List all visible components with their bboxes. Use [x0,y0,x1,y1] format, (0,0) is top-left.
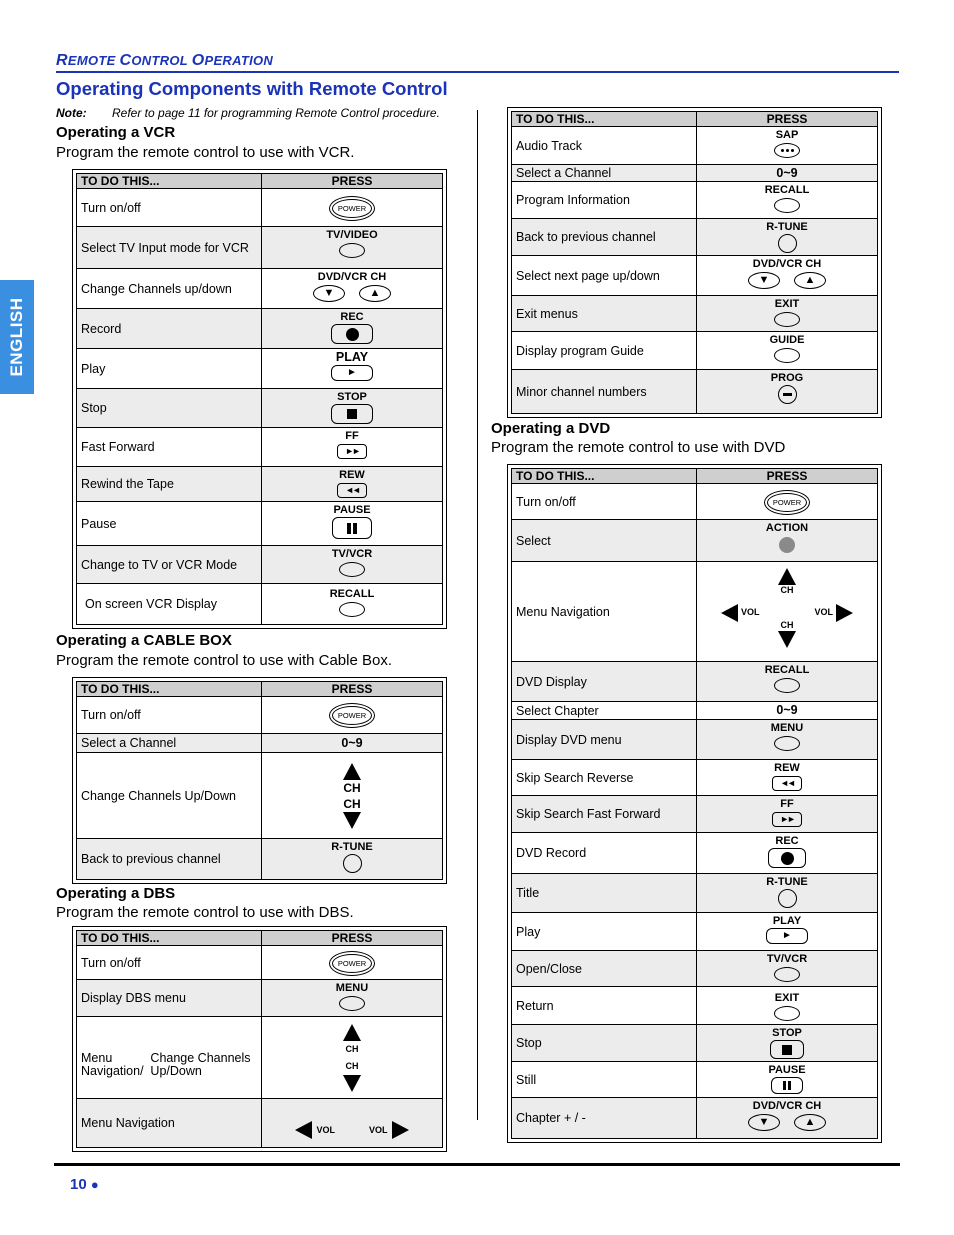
channel-down-icon[interactable] [343,1075,361,1092]
page-number: 10 ● [70,1176,99,1193]
channel-up-button[interactable]: ▲ [794,1114,826,1131]
table-row: Change to TV or VCR Mode TV/VCR [77,546,442,584]
record-button[interactable] [768,848,806,868]
table-row: Menu Navigation CH VOL VOL CH [512,562,877,662]
stop-icon [347,409,357,419]
recall-button[interactable] [774,198,800,213]
r-tune-button[interactable] [778,234,797,253]
channel-up-button[interactable]: ▲ [359,285,391,302]
dvd-heading: Operating a DVD [491,420,611,437]
prog-button[interactable] [778,385,797,404]
recall-button[interactable] [339,602,365,617]
fast-forward-icon: ►► [780,814,794,824]
tv-video-button[interactable] [339,243,365,258]
guide-button[interactable] [774,348,800,363]
navigation-pad: CH VOL VOL CH [717,566,857,658]
dbs-intro: Program the remote control to use with DBS. [56,904,354,921]
table-row: Back to previous channel R-TUNE [77,839,442,879]
language-tab[interactable] [0,280,34,394]
table-row: Select a Channel 0~9 [512,165,877,182]
table-row: Select a Channel 0~9 [77,734,442,753]
table-row: Turn on/off POWER [512,484,877,520]
column-divider [477,110,478,1120]
table-row: Display DVD menu MENU [512,720,877,760]
table-row: Select Chapter 0~9 [512,702,877,720]
note [56,106,440,120]
tv-functions-table [507,107,882,418]
table-row: Select next page up/down DVD/VCR CH ▼ ▲ [512,256,877,296]
channel-up-icon[interactable] [778,568,796,585]
cable-intro: Program the remote control to use with Cable Box. [56,652,392,669]
channel-down-button[interactable]: ▼ [748,1114,780,1131]
header-rule [56,71,899,73]
sap-button[interactable] [774,143,800,158]
play-button[interactable] [331,365,373,381]
channel-up-button[interactable]: ▲ [794,272,826,289]
table-row: Audio Track SAP [512,127,877,165]
channel-down-button[interactable]: ▼ [748,272,780,289]
fast-forward-icon: ►► [345,446,359,456]
vcr-intro: Program the remote control to use with VCR. [56,144,355,161]
volume-up-icon[interactable] [836,604,853,622]
table-row: Play PLAY ► [77,349,442,389]
table-row: Display program Guide GUIDE [512,332,877,370]
table-row: Still PAUSE [512,1062,877,1098]
table-row: Back to previous channel R-TUNE [512,219,877,256]
rewind-button[interactable] [337,483,367,498]
table-row: Open/Close TV/VCR [512,951,877,987]
table-row: Program Information RECALL [512,182,877,219]
action-button[interactable] [779,537,795,553]
table-row: DVD Record REC [512,833,877,874]
record-icon [346,328,359,341]
table-row: Play PLAY ► [512,913,877,951]
rewind-icon: ◄◄ [345,485,359,495]
table-header: TO DO THIS... PRESS [512,469,877,484]
table-header: TO DO THIS... PRESS [77,682,442,697]
number-keys[interactable]: 0~9 [776,703,798,717]
vcr-table [72,169,447,629]
table-row: Return EXIT [512,987,877,1025]
play-icon: ► [782,930,792,941]
exit-button[interactable] [774,312,800,327]
table-row: Menu Navigation VOL VOL [77,1099,442,1147]
table-row: Chapter + / - DVD/VCR CH ▼ ▲ [512,1098,877,1138]
table-header: TO DO THIS... PRESS [512,112,877,127]
volume-down-icon[interactable] [721,604,738,622]
cable-table [72,677,447,884]
table-row: Pause PAUSE [77,502,442,546]
language-tab-label: ENGLISH [7,297,26,377]
pause-button[interactable] [771,1077,803,1094]
r-tune-button[interactable] [343,854,362,873]
channel-down-icon[interactable] [343,812,361,829]
table-row: Change Channels up/down DVD/VCR CH ▼ ▲ [77,269,442,309]
pause-icon [347,523,357,534]
table-row: Select ACTION [512,520,877,562]
table-row: Turn on/off POWER [77,189,442,227]
pause-button[interactable] [332,517,372,539]
table-row: Record REC [77,309,442,349]
table-row: Change Channels Up/Down CH CH [77,753,442,839]
note-text: Refer to page 11 for programming Remote Control procedure. [112,106,440,120]
table-row: Menu Navigation/ Change Channels Up/Down CH CH [77,1017,442,1099]
play-icon: ► [347,367,357,378]
table-header: TO DO THIS... PRESS [77,174,442,189]
table-row: Turn on/off POWER [77,946,442,980]
stop-icon [782,1045,792,1055]
section-heading: REMOTE CONTROL OPERATION [56,52,274,69]
power-button[interactable]: POWER [329,703,375,728]
recall-button[interactable] [774,678,800,693]
table-row: Stop STOP [77,389,442,428]
fast-forward-button[interactable] [772,812,802,827]
rewind-button[interactable] [772,776,802,791]
footer-rule [54,1163,900,1166]
open-close-button[interactable] [774,967,800,982]
record-button[interactable] [331,324,373,344]
pause-icon [783,1081,791,1090]
menu-button[interactable] [774,736,800,751]
dbs-table [72,926,447,1152]
power-button[interactable]: POWER [764,490,810,515]
minus-icon [783,393,792,396]
table-row: Title R-TUNE [512,874,877,913]
number-keys[interactable]: 0~9 [776,165,798,180]
stop-button[interactable] [331,404,373,424]
table-row: Minor channel numbers PROG [512,370,877,413]
table-row: Exit menus EXIT [512,296,877,332]
channel-up-icon[interactable] [343,763,361,780]
table-header: TO DO THIS... PRESS [77,931,442,946]
tv-vcr-button[interactable] [339,562,365,577]
sap-dots-icon [781,149,794,152]
vcr-heading: Operating a VCR [56,124,176,141]
dvd-intro: Program the remote control to use with DVD [491,439,786,456]
table-row: Select TV Input mode for VCR TV/VIDEO [77,227,442,269]
table-row: DVD Display RECALL [512,662,877,702]
table-row: Turn on/off POWER [77,697,442,734]
page-title: Operating Components with Remote Control [56,78,448,99]
rewind-icon: ◄◄ [780,778,794,788]
table-row: Skip Search Reverse REW ◄◄ [512,760,877,796]
table-row: Rewind the Tape REW ◄◄ [77,467,442,502]
table-row: Stop STOP [512,1025,877,1062]
channel-down-icon[interactable] [778,631,796,648]
table-row: Skip Search Fast Forward FF ►► [512,796,877,833]
exit-button[interactable] [774,1006,800,1021]
fast-forward-button[interactable] [337,444,367,459]
dbs-heading: Operating a DBS [56,885,176,902]
play-button[interactable] [766,928,808,944]
table-row: Fast Forward FF ►► [77,428,442,467]
dvd-table [507,464,882,1143]
channel-down-button[interactable]: ▼ [313,285,345,302]
channel-up-icon[interactable] [343,1024,361,1041]
table-row: On screen VCR Display RECALL [77,584,442,624]
r-tune-button[interactable] [778,889,797,908]
power-button[interactable]: POWER [329,196,375,221]
volume-down-icon[interactable] [295,1121,312,1139]
note-label: Note: [56,106,87,120]
table-row: Display DBS menu MENU [77,980,442,1017]
number-keys[interactable]: 0~9 [341,735,363,750]
cable-heading: Operating a CABLE BOX [56,632,232,649]
stop-button[interactable] [770,1040,804,1059]
record-icon [781,852,794,865]
menu-button[interactable] [339,996,365,1011]
power-button[interactable]: POWER [329,951,375,976]
volume-up-icon[interactable] [392,1121,409,1139]
